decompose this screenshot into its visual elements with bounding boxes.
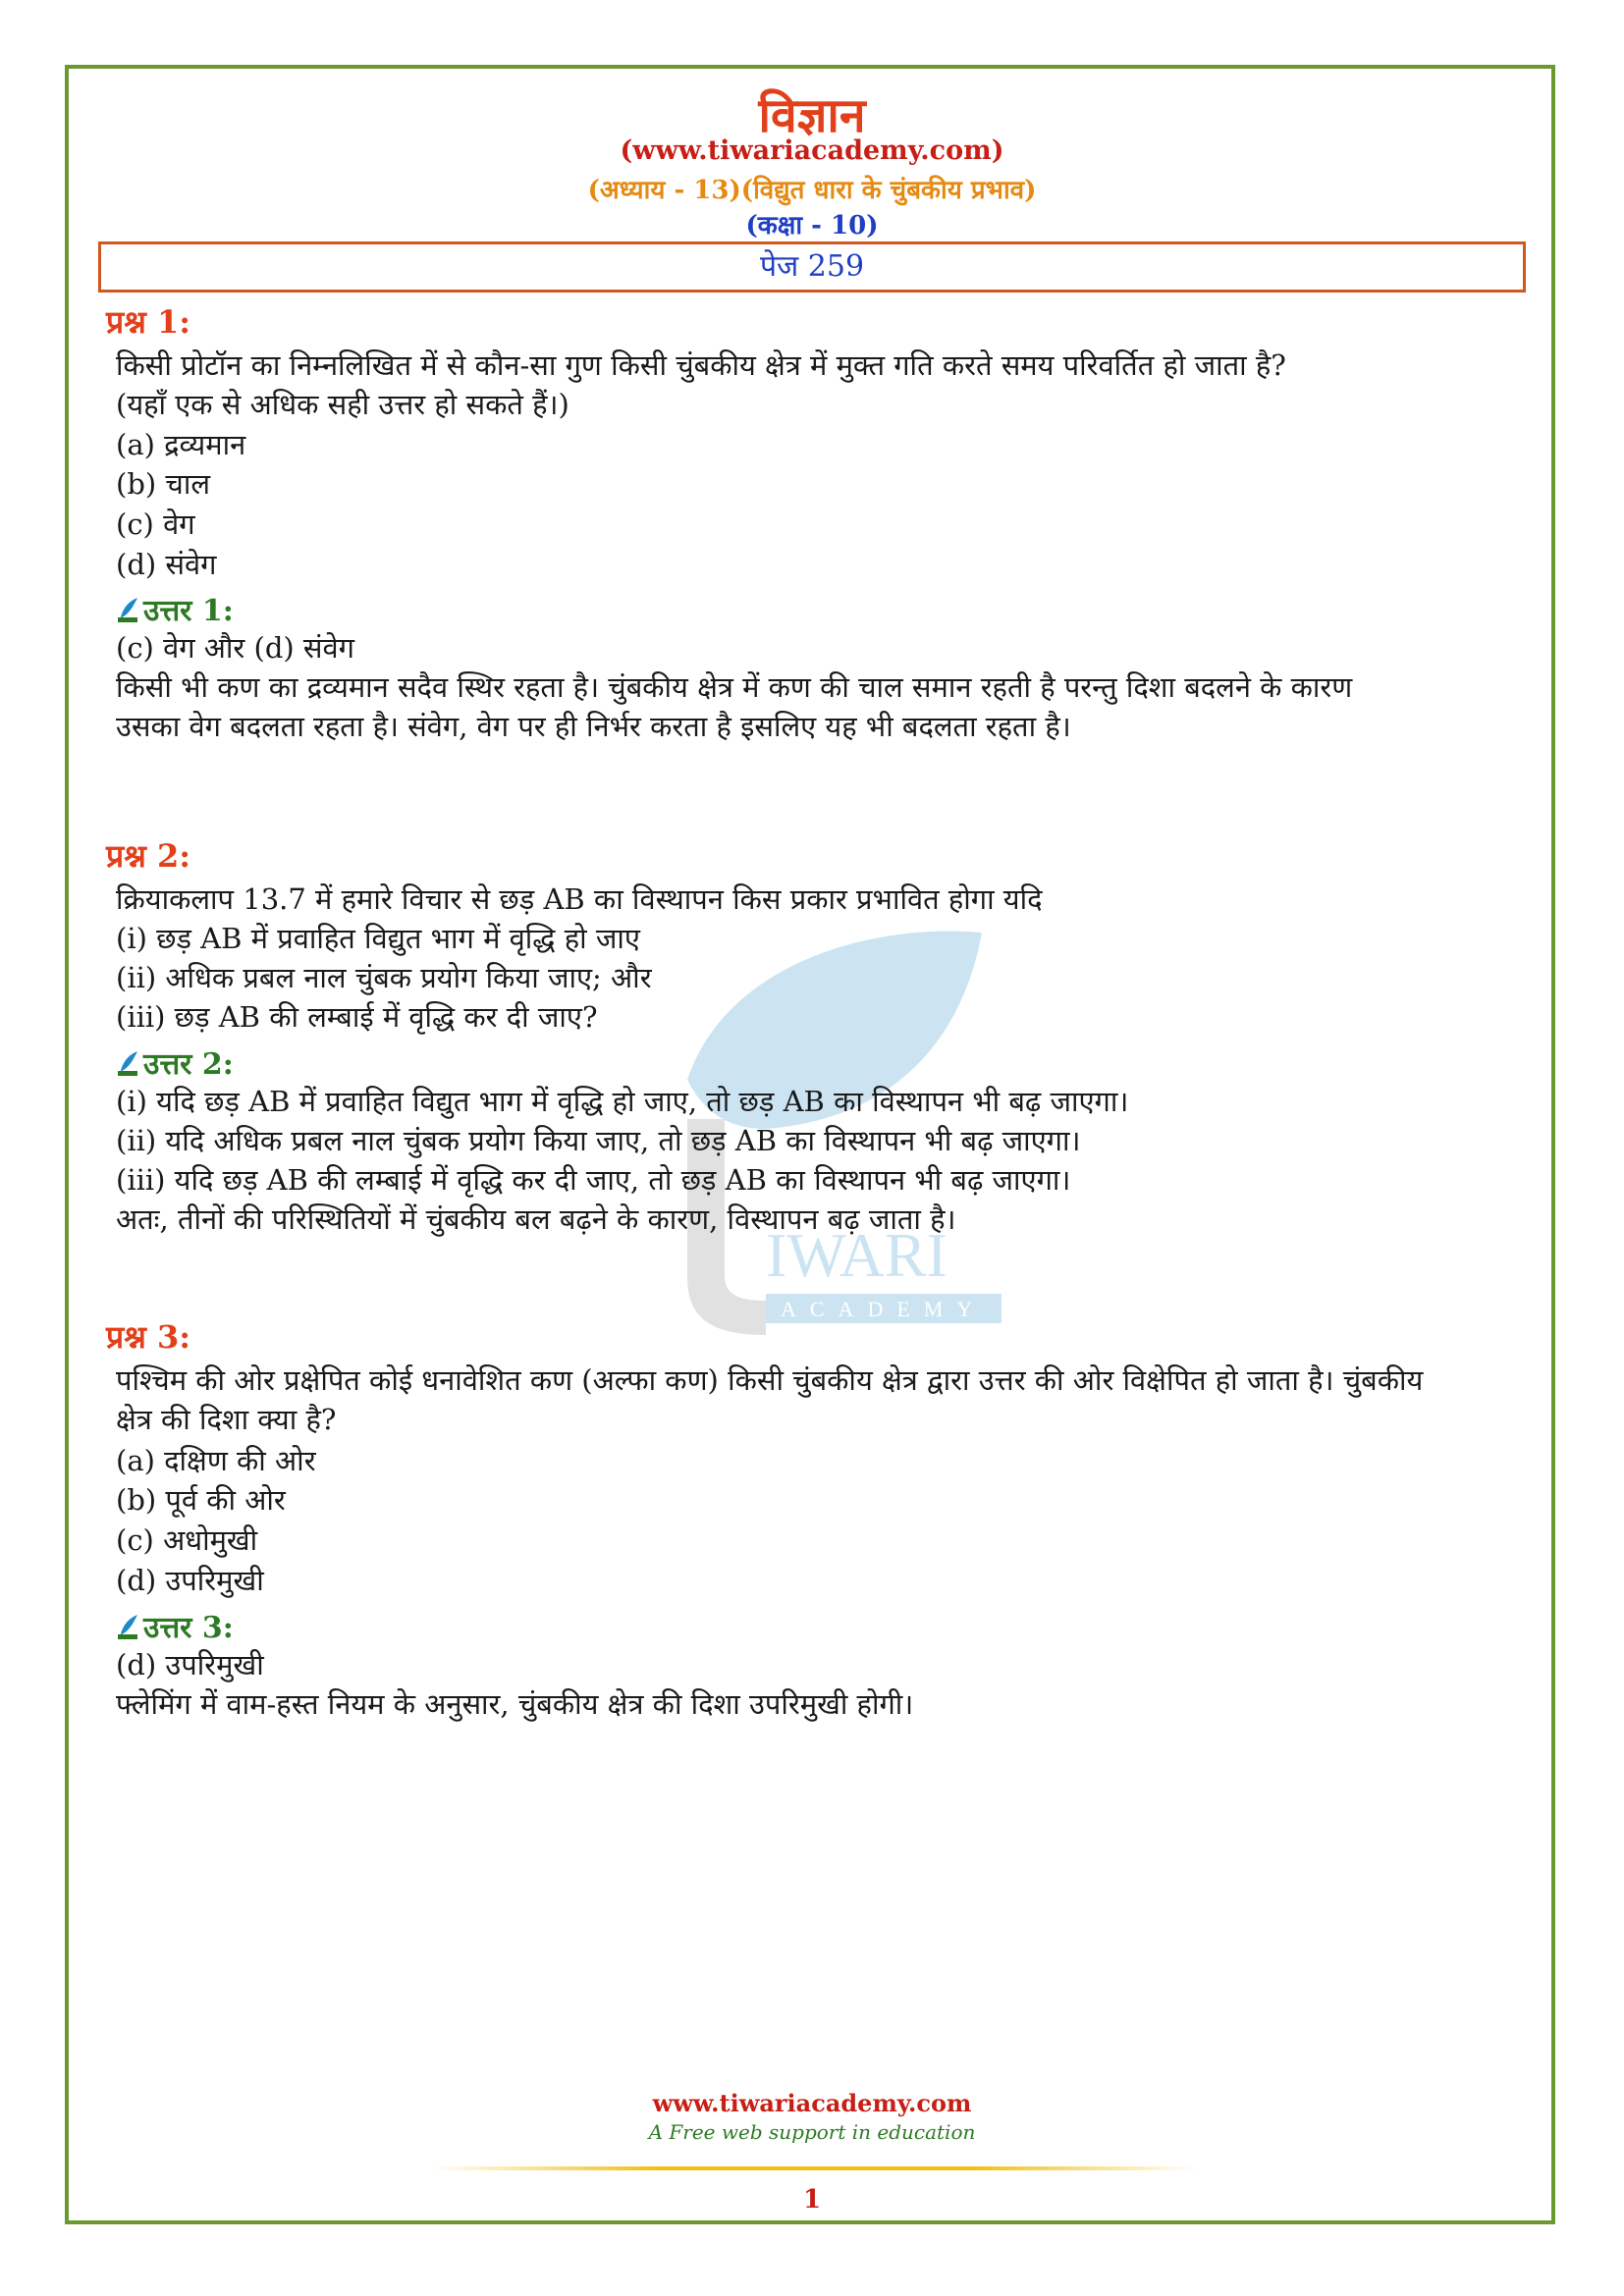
answer-3-label: उत्तर 3: bbox=[143, 1611, 234, 1645]
class-label: (कक्षा - 10) bbox=[745, 211, 879, 240]
question-1-option-d: (d) संवेग bbox=[116, 548, 217, 581]
question-3-label: प्रश्न 3: bbox=[106, 1318, 191, 1356]
question-2-part-ii: (ii) अधिक प्रबल नाल चुंबक प्रयोग किया जाए; और bbox=[116, 961, 652, 994]
question-1-text: किसी प्रोटॉन का निम्नलिखित में से कौन-सा गुण किसी चुंबकीय क्षेत्र में मुक्त गति करते समय परिवर्तित हो जाता है? bbox=[116, 348, 1286, 382]
answer-2-line-2: (ii) यदि अधिक प्रबल नाल चुंबक प्रयोग किया जाए, तो छड़ AB का विस्थापन भी बढ़ जाएगा। bbox=[116, 1124, 1081, 1157]
subject-title: विज्ञान bbox=[758, 88, 866, 143]
answer-2-line-3: (iii) यदि छड़ AB की लम्बाई में वृद्धि कर दी जाए, तो छड़ AB का विस्थापन भी बढ़ जाएगा। bbox=[116, 1163, 1071, 1197]
footer-tagline: A Free web support in education bbox=[648, 2120, 976, 2144]
quill-icon bbox=[116, 1613, 139, 1640]
answer-1-heading bbox=[116, 589, 234, 629]
answer-2-conclusion: अतः, तीनों की परिस्थितियों में चुंबकीय बल बढ़ने के कारण, विस्थापन बढ़ जाता है। bbox=[116, 1202, 956, 1236]
question-3-option-d: (d) उपरिमुखी bbox=[116, 1564, 264, 1597]
footer-divider bbox=[432, 2166, 1198, 2170]
page-reference-box: पेज 259 bbox=[98, 241, 1526, 293]
question-1-label: प्रश्न 1: bbox=[106, 303, 191, 341]
watermark-word-2: ACADEMY bbox=[781, 1297, 987, 1321]
question-3-option-a: (a) दक्षिण की ओर bbox=[116, 1444, 316, 1477]
question-1-option-b: (b) चाल bbox=[116, 467, 210, 501]
website-url[interactable]: (www.tiwariacademy.com) bbox=[620, 135, 1004, 166]
chapter-title: (अध्याय - 13)(विद्युत धारा के चुंबकीय प्रभाव) bbox=[587, 176, 1037, 205]
answer-2-line-1: (i) यदि छड़ AB में प्रवाहित विद्युत भाग में वृद्धि हो जाए, तो छड़ AB का विस्थापन भी बढ़ जाएगा। bbox=[116, 1085, 1129, 1118]
footer-url[interactable]: www.tiwariacademy.com bbox=[652, 2089, 972, 2117]
answer-2-heading bbox=[116, 1042, 234, 1083]
question-1-note: (यहाँ एक से अधिक सही उत्तर हो सकते हैं।) bbox=[116, 388, 569, 421]
quill-icon bbox=[116, 596, 139, 623]
question-2-text: क्रियाकलाप 13.7 में हमारे विचार से छड़ AB का विस्थापन किस प्रकार प्रभावित होगा यदि bbox=[116, 882, 1043, 916]
question-3-option-c: (c) अधोमुखी bbox=[116, 1523, 258, 1557]
question-1-option-a: (a) द्रव्यमान bbox=[116, 428, 246, 461]
quill-icon bbox=[116, 1049, 139, 1077]
question-2-part-iii: (iii) छड़ AB की लम्बाई में वृद्धि कर दी जाए? bbox=[116, 1000, 598, 1034]
answer-1-line-2: उसका वेग बदलता रहता है। संवेग, वेग पर ही निर्भर करता है इसलिए यह भी बदलता रहता है। bbox=[116, 710, 1071, 743]
question-2-part-i: (i) छड़ AB में प्रवाहित विद्युत भाग में वृद्धि हो जाए bbox=[116, 922, 640, 955]
question-2-label: प्रश्न 2: bbox=[106, 837, 191, 875]
answer-3-heading bbox=[116, 1606, 234, 1646]
answer-3-explanation: फ्लेमिंग में वाम-हस्त नियम के अनुसार, चुंबकीय क्षेत्र की दिशा उपरिमुखी होगी। bbox=[116, 1687, 914, 1721]
answer-1-option: (c) वेग और (d) संवेग bbox=[116, 631, 354, 665]
question-3-option-b: (b) पूर्व की ओर bbox=[116, 1483, 286, 1517]
question-3-text-cont: क्षेत्र की दिशा क्या है? bbox=[116, 1403, 337, 1436]
answer-1-label: उत्तर 1: bbox=[143, 594, 234, 628]
question-1-option-c: (c) वेग bbox=[116, 507, 195, 541]
answer-1-line-1: किसी भी कण का द्रव्यमान सदैव स्थिर रहता है। चुंबकीय क्षेत्र में कण की चाल समान रहती है परन्तु दिशा बदलने के कारण bbox=[116, 670, 1353, 704]
watermark-word-1: IWARI bbox=[766, 1220, 947, 1290]
answer-3-option: (d) उपरिमुखी bbox=[116, 1648, 264, 1682]
answer-2-label: उत्तर 2: bbox=[143, 1047, 234, 1082]
page-number: 1 bbox=[802, 2185, 822, 2215]
question-3-text: पश्चिम की ओर प्रक्षेपित कोई धनावेशित कण (अल्फा कण) किसी चुंबकीय क्षेत्र द्वारा उत्तर की ओर विक्षेपित हो जाता है। चुंबकीय bbox=[116, 1363, 1424, 1397]
